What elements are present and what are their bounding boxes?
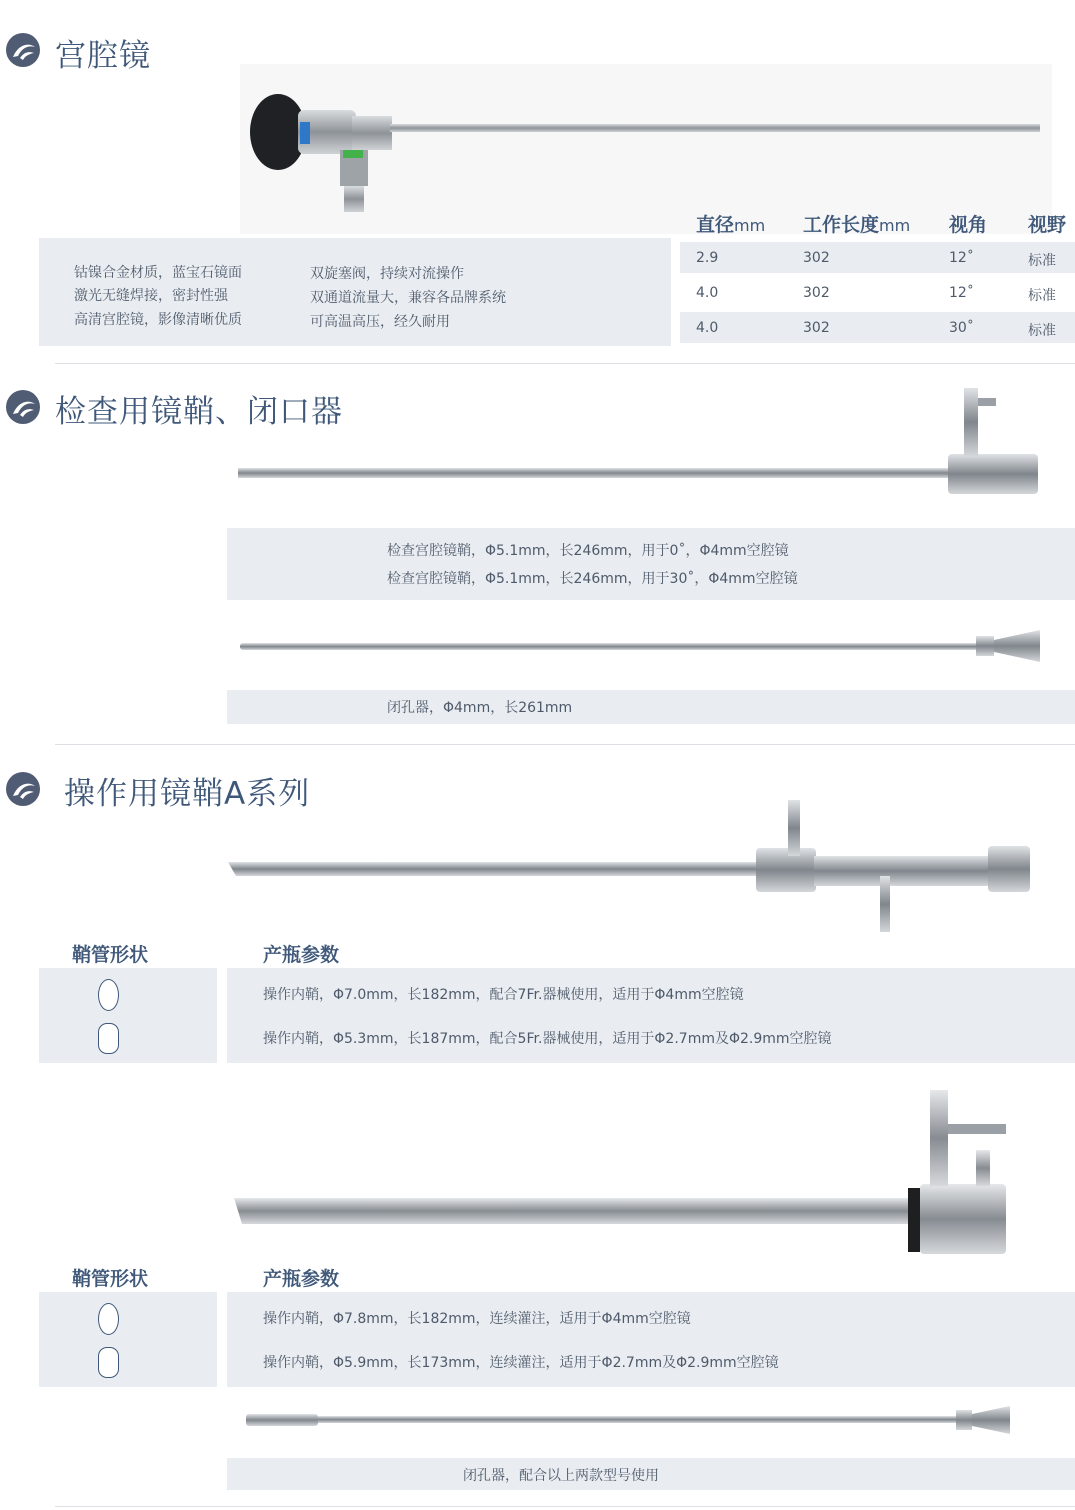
section-title-diagnostic-sheath: 检查用镜鞘、闭口器 [55, 394, 343, 430]
param-panel [227, 1292, 1075, 1387]
section-bird-icon [6, 33, 40, 67]
obturator-image [238, 626, 1044, 666]
obturator-image-2 [244, 1402, 1014, 1438]
param-line-2: 操作内鞘，Φ5.9mm，长173mm，连续灌注，适用于Φ2.7mm及Φ2.9mm空腔镜 [263, 1355, 779, 1371]
diagnostic-sheath-image [236, 386, 1046, 506]
obturator-line: 闭孔器，Φ4mm，长261mm [387, 700, 573, 716]
param-line-1: 操作内鞘，Φ7.0mm，长182mm，配合7Fr.器械使用，适用于Φ4mm空腔镜 [263, 987, 744, 1003]
section-bird-icon [6, 772, 40, 806]
table-row [680, 242, 1075, 273]
feature-left-3: 高清宫腔镜，影像清晰优质 [74, 312, 242, 328]
cell-field: 标准 [1028, 323, 1056, 339]
shape-header: 鞘管形状 [72, 944, 149, 966]
section-title-hysteroscope: 宫腔镜 [55, 38, 151, 74]
section-divider [55, 363, 1075, 364]
cell-angle: 30˚ [949, 320, 974, 336]
feature-left-2: 激光无缝焊接，密封性强 [74, 288, 228, 304]
shape-panel [39, 1292, 217, 1387]
feature-right-3: 可高温高压，经久耐用 [310, 314, 450, 330]
feature-right-1: 双旋塞阀，持续对流操作 [310, 266, 464, 282]
section-divider [55, 744, 1075, 745]
table-row [680, 277, 1075, 308]
cell-angle: 12˚ [949, 285, 974, 301]
table-header-length: 工作长度mm [803, 214, 911, 236]
operative-sheath-image-2 [232, 1088, 1014, 1258]
feature-right-2: 双通道流量大，兼容各品牌系统 [310, 290, 506, 306]
operative-sheath-image-1 [226, 796, 1036, 946]
obturator-line-2: 闭孔器，配合以上两款型号使用 [463, 1468, 659, 1484]
param-header: 产瓶参数 [263, 1268, 340, 1290]
cell-angle: 12˚ [949, 250, 974, 266]
cell-field: 标准 [1028, 288, 1056, 304]
feature-left-1: 钴镍合金材质，蓝宝石镜面 [74, 265, 242, 281]
obturator-info-panel [227, 690, 1075, 724]
cell-diameter: 4.0 [696, 285, 719, 301]
param-line-1: 操作内鞘，Φ7.8mm，长182mm，连续灌注，适用于Φ4mm空腔镜 [263, 1311, 691, 1327]
table-header-field: 视野 [1028, 214, 1067, 236]
section-bird-icon [6, 390, 40, 424]
sheath-line-1: 检查宫腔镜鞘，Φ5.1mm，长246mm，用于0˚，Φ4mm空腔镜 [387, 543, 789, 559]
cell-diameter: 2.9 [696, 250, 719, 266]
cell-length: 302 [803, 250, 830, 266]
table-row [680, 312, 1075, 343]
cell-length: 302 [803, 285, 830, 301]
cell-length: 302 [803, 320, 830, 336]
shape-header: 鞘管形状 [72, 1268, 149, 1290]
oval-shape-icon [98, 1303, 119, 1335]
table-header-diameter: 直径mm [696, 214, 766, 236]
oval-shape-icon [98, 979, 119, 1011]
rounded-shape-icon [98, 1347, 119, 1378]
param-header: 产瓶参数 [263, 944, 340, 966]
param-line-2: 操作内鞘，Φ5.3mm，长187mm，配合5Fr.器械使用，适用于Φ2.7mm及Φ2.9mm空腔镜 [263, 1031, 832, 1047]
param-panel [227, 968, 1075, 1063]
rounded-shape-icon [98, 1023, 119, 1054]
hysteroscope-image [240, 64, 1052, 234]
cell-diameter: 4.0 [696, 320, 719, 336]
sheath-line-2: 检查宫腔镜鞘，Φ5.1mm，长246mm，用于30˚，Φ4mm空腔镜 [387, 571, 798, 587]
table-header-angle: 视角 [949, 214, 988, 236]
section-title-operative-sheath: 操作用镜鞘A系列 [64, 776, 311, 812]
sheath-info-panel [227, 528, 1075, 600]
cell-field: 标准 [1028, 253, 1056, 269]
shape-panel [39, 968, 217, 1063]
section-divider [55, 1506, 1075, 1507]
